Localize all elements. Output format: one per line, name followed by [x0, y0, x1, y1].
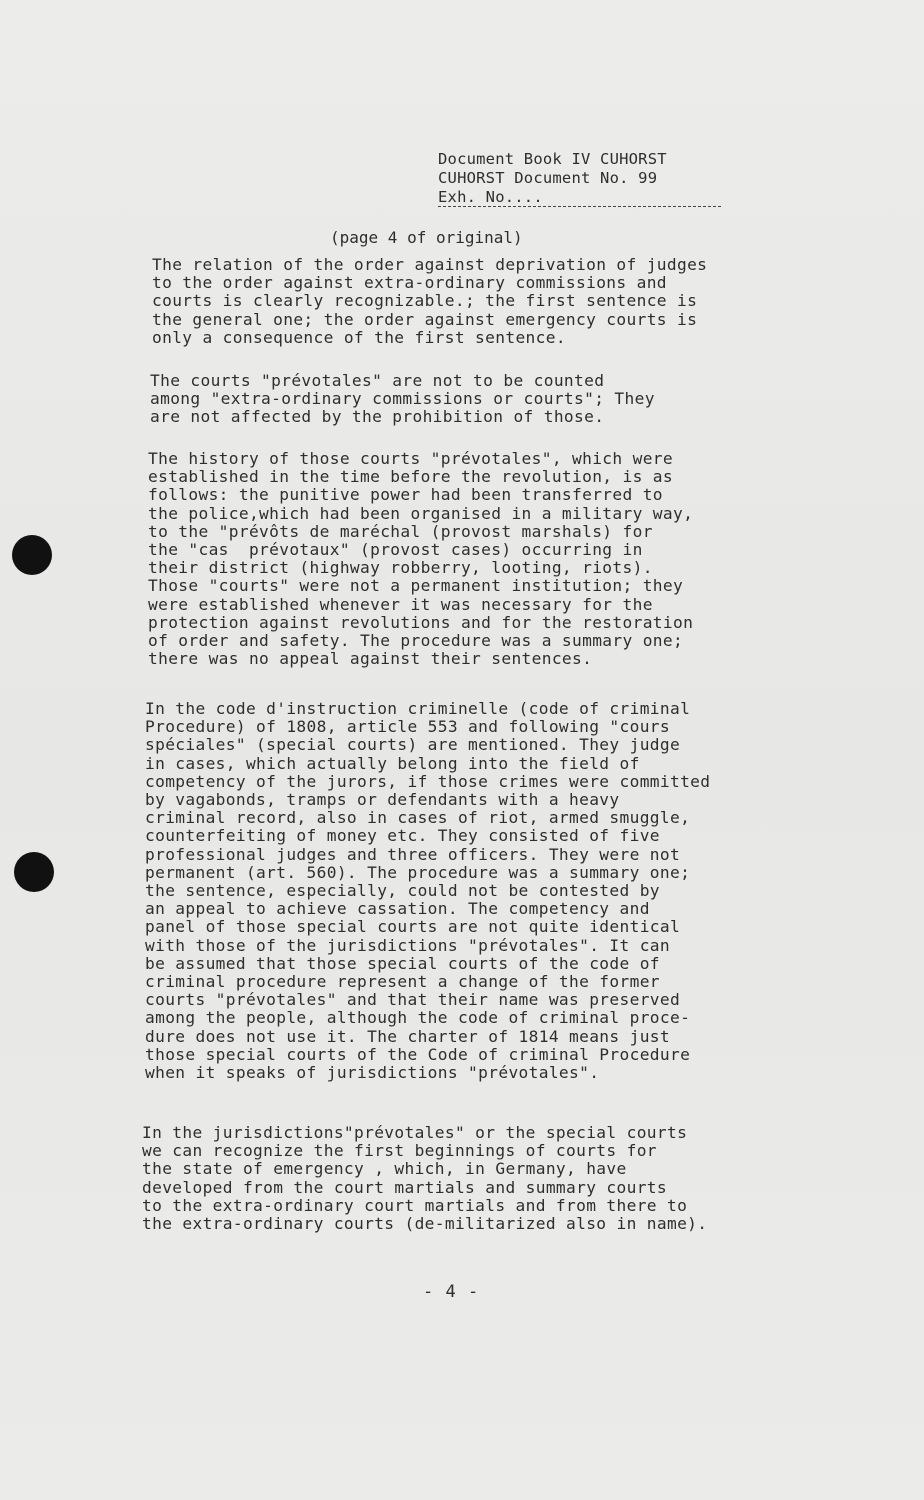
paragraph-1: The relation of the order against deprivation of judges to the order against extra-ordinary commissions and courts is clearly recognizable.; the first sentence is the general one; the order against emergency courts is only a consequence of the first sentence.: [152, 255, 708, 347]
page-reference: (page 4 of original): [330, 228, 523, 247]
paragraph-5: In the jurisdictions"prévotales" or the special courts we can recognize the first beginnings of courts for the state of emergency , which, in Germany, have developed from the court martials and summary courts to the extra-ordinary court martials and from there to the extra-ordinary courts (de-militarized also in name).: [142, 1123, 708, 1234]
paragraph-4: In the code d'instruction criminelle (code of criminal Procedure) of 1808, article 553 and following "cours spéciales" (special courts) are mentioned. They judge in cases, which actually belong into the field of competency of the jurors, if those crimes were committed by vagabonds, tramps or defendants with a heavy criminal record, also in cases of riot, armed smuggle, counterfeiting of money etc. They consisted of five professional judges and three officers. They were not permanent (art. 560). The procedure was a summary one; the sentence, especially, could not be contested by an appeal to achieve cassation. The competency and panel of those special courts are not quite identical with those of the jurisdictions "prévotales". It can be assumed that those special courts of the code of criminal procedure represent a change of the former courts "prévotales" and that their name was preserved among the people, although the code of criminal proce- dure does not use it. The charter of 1814 means just those special courts of the Code of criminal Procedure when it speaks of jurisdictions "prévotales".: [145, 699, 711, 1083]
punch-hole-top: [12, 535, 52, 575]
paragraph-2: The courts "prévotales" are not to be counted among "extra-ordinary commissions or courts"; They are not affected by the prohibition of those.: [150, 371, 655, 427]
page-number: - 4 -: [423, 1282, 480, 1302]
header-line-document-number: CUHORST Document No. 99: [438, 169, 658, 187]
header-line-exhibit: Exh. No....: [438, 188, 721, 207]
header-line-book: Document Book IV CUHORST: [438, 150, 667, 168]
punch-hole-bottom: [14, 852, 54, 892]
paragraph-3: The history of those courts "prévotales", which were established in the time before the revolution, is as follows: the punitive power had been transferred to the police,which had been organised in a military way, to the "prévôts de maréchal (provost marshals) for the "cas prévotaux" (provost cases) occurring in their district (highway robberry, looting, riots). Those "courts" were not a permanent institution; they were established whenever it was necessary for the protection against revolutions and for the restoration of order and safety. The procedure was a summary one; there was no appeal against their sentences.: [148, 449, 694, 669]
document-header: [438, 150, 738, 207]
